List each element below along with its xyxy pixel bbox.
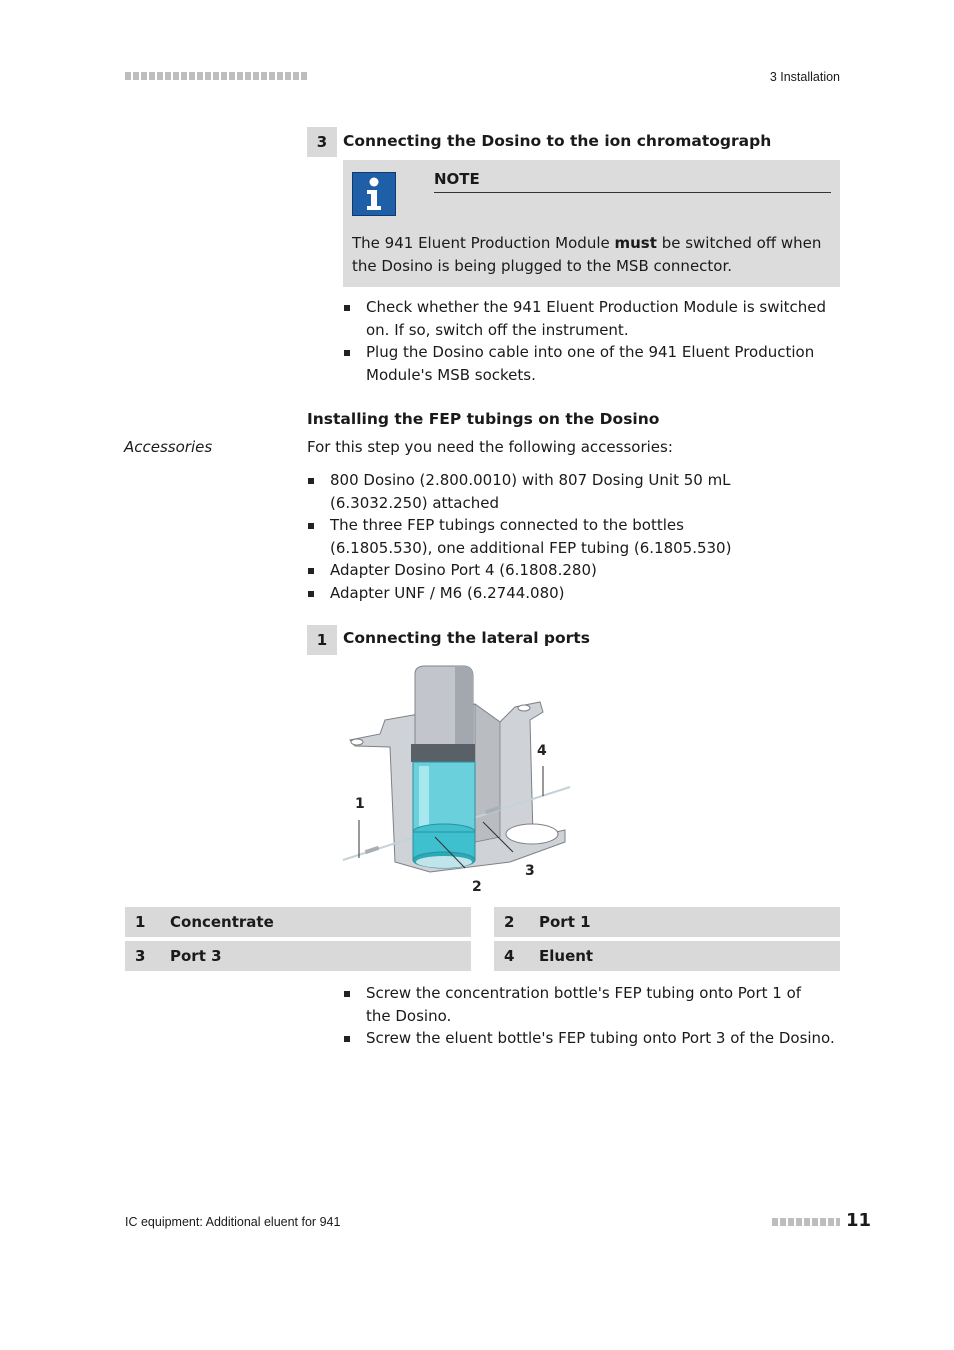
accessories-label: Accessories: [124, 438, 213, 456]
step-title: Connecting the Dosino to the ion chromatograph: [343, 132, 772, 150]
note-emphasis: must: [614, 234, 657, 252]
list-item: Adapter Dosino Port 4 (6.1808.280): [307, 559, 819, 582]
section-title: Installing the FEP tubings on the Dosino: [307, 410, 660, 428]
legend-row: [125, 907, 471, 937]
page-number: 11: [846, 1210, 872, 1231]
callout-3: 3: [525, 863, 535, 879]
footer-decoration: [772, 1218, 840, 1226]
legend-label: Port 3: [170, 947, 222, 965]
legend-row: [125, 941, 471, 971]
list-item: The three FEP tubings connected to the bottles (6.1805.530), one additional FEP tubing (6.1805.530): [307, 514, 780, 559]
list-item: Check whether the 941 Eluent Production Module is switched on. If so, switch off the instrument.: [343, 296, 838, 341]
step-number: 3: [307, 127, 337, 157]
list-item: Plug the Dosino cable into one of the 941 Eluent Production Module's MSB sockets.: [343, 341, 838, 386]
list-item: Screw the concentration bottle's FEP tubing onto Port 1 of the Dosino.: [343, 982, 828, 1027]
step-number: 1: [307, 625, 337, 655]
legend-label: Port 1: [539, 913, 591, 931]
step-title: Connecting the lateral ports: [343, 629, 590, 647]
list-item: Adapter UNF / M6 (6.2744.080): [307, 582, 819, 605]
legend-number: 4: [504, 947, 515, 965]
list-item: Screw the eluent bottle's FEP tubing onto Port 3 of the Dosino.: [343, 1027, 846, 1050]
step3-bullet-list: [343, 296, 838, 386]
list-item: 800 Dosino (2.800.0010) with 807 Dosing Unit 50 mL (6.3032.250) attached: [307, 469, 819, 514]
legend-label: Concentrate: [170, 913, 274, 931]
callout-4: 4: [537, 743, 547, 759]
chapter-title: 3 Installation: [769, 70, 840, 84]
note-title: NOTE: [434, 170, 480, 188]
info-icon: [352, 172, 396, 216]
legend-row: [494, 941, 840, 971]
legend-label: Eluent: [539, 947, 594, 965]
note-text: The 941 Eluent Production Module must be switched off when the Dosino is being plugged to the MSB connector.: [352, 234, 822, 275]
legend-number: 2: [504, 913, 515, 931]
dosino-illustration: [335, 662, 585, 897]
callout-2: 2: [472, 879, 482, 895]
legend-number: 3: [135, 947, 146, 965]
callout-1: 1: [355, 796, 365, 812]
accessories-intro: For this step you need the following accessories:: [307, 438, 673, 456]
note-divider: [434, 192, 831, 193]
legend-row: [494, 907, 840, 937]
footer-doc-title: IC equipment: Additional eluent for 941: [125, 1215, 341, 1229]
step1-bullet-list: [343, 982, 835, 1050]
legend-number: 1: [135, 913, 146, 931]
accessories-list: [307, 469, 819, 604]
header-decoration: [125, 72, 307, 80]
